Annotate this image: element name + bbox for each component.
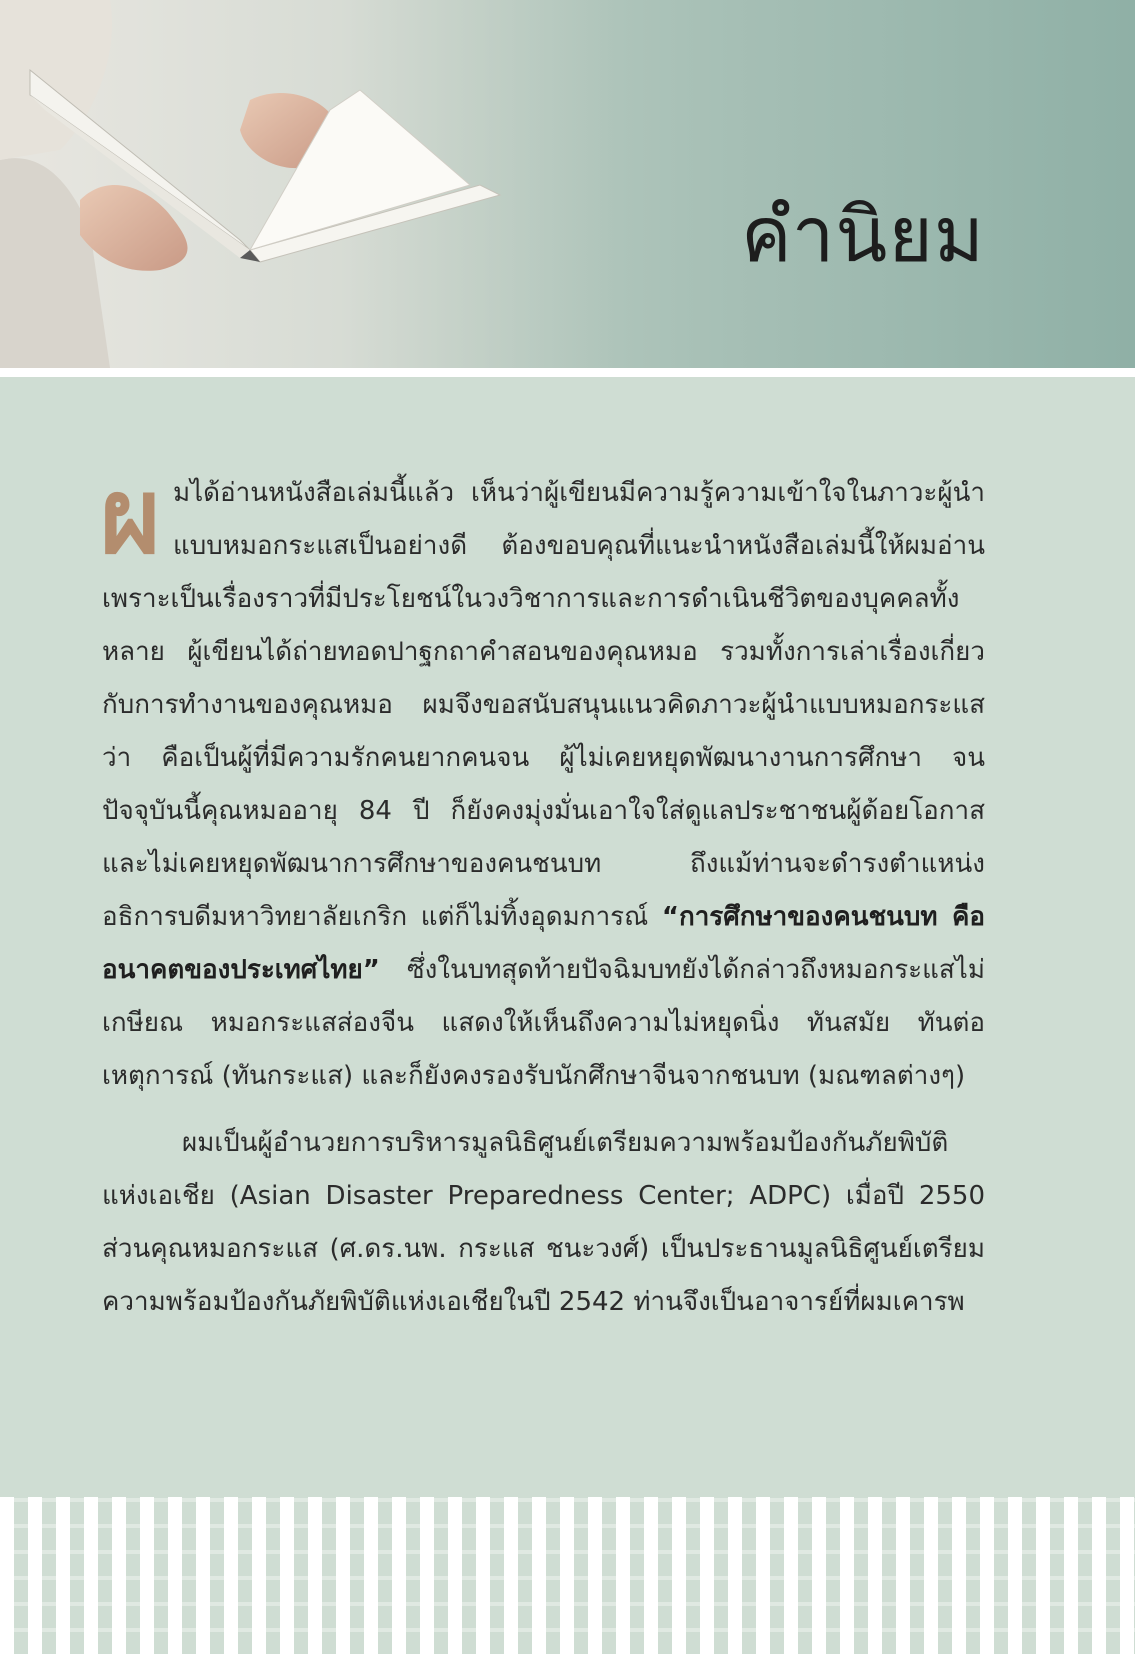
page-edge xyxy=(1135,0,1142,1654)
open-book-photo xyxy=(0,0,620,368)
paragraph-1-text-b: ซึ่งในบทสุดท้ายปัจฉิมบทยังได้กล่าวถึงหมอกระแสไม่เกษียณ หมอกระแสส่องจีน แสดงให้เห็นถึงความไม่หยุดนิ่ง ทันสมัย ทันต่อเหตุการณ์ (ทันกระแส) และก็ยังคงรองรับนักศึกษาจีนจากชนบท (มณฑลต่างๆ) xyxy=(102,955,985,1091)
paragraph-1-text-a: มได้อ่านหนังสือเล่มนี้แล้ว เห็นว่าผู้เขียนมีความรู้ความเข้าใจในภาวะผู้นำแบบหมอกระแสเป็นอย่างดี ต้องขอบคุณที่แนะนำหนังสือเล่มนี้ให้ผมอ่าน เพราะเป็นเรื่องราวที่มีประโยชน์ในวงวิชาการและการดำเนินชีวิตของบุคคลทั้งหลาย ผู้เขียนได้ถ่ายทอดปาฐกถาคำสอนของคุณหมอ รวมทั้งการเล่าเรื่องเกี่ยวกับการทำงานของคุณหมอ ผมจึงขอสนับสนุนแนวคิดภาวะผู้นำแบบหมอกระแสว่า คือเป็นผู้ที่มีความรักคนยากคนจน ผู้ไม่เคยหยุดพัฒนางานการศึกษา จนปัจจุบันนี้คุณหมออายุ 84 ปี ก็ยังคงมุ่งมั่นเอาใจใส่ดูแลประชาชนผู้ด้อยโอกาส และไม่เคยหยุดพัฒนาการศึกษาของคนชนบท ถึงแม้ท่านจะดำรงตำแหน่งอธิการบดีมหาวิทยาลัยเกริก แต่ก็ไม่ทิ้งอุดมการณ์ xyxy=(102,478,985,932)
page-title: คำนิยม xyxy=(740,190,985,279)
header-banner xyxy=(0,0,1135,368)
divider xyxy=(0,368,1142,377)
paragraph-2: ผมเป็นผู้อำนวยการบริหารมูลนิธิศูนย์เตรียมความพร้อมป้องกันภัยพิบัติแห่งเอเชีย (Asian Disaster Preparedness Center; ADPC) เมื่อปี 2550 ส่วนคุณหมอกระแส (ศ.ดร.นพ. กระแส ชนะวงศ์) เป็นประธานมูลนิธิศูนย์เตรียมความพร้อมป้องกันภัยพิบัติแห่งเอเชียในปี 2542 ท่านจึงเป็นอาจารย์ที่ผมเคารพ xyxy=(102,1128,985,1317)
quote-bold: “การศึกษาของคนชนบท คืออนาคตของประเทศไทย” xyxy=(102,902,985,985)
foreword-text xyxy=(100,455,985,1329)
text-panel xyxy=(0,377,1135,1497)
paragraph-1 xyxy=(100,455,985,1103)
dropcap: ผ xyxy=(100,455,161,577)
decorative-stripes xyxy=(0,1497,1142,1654)
